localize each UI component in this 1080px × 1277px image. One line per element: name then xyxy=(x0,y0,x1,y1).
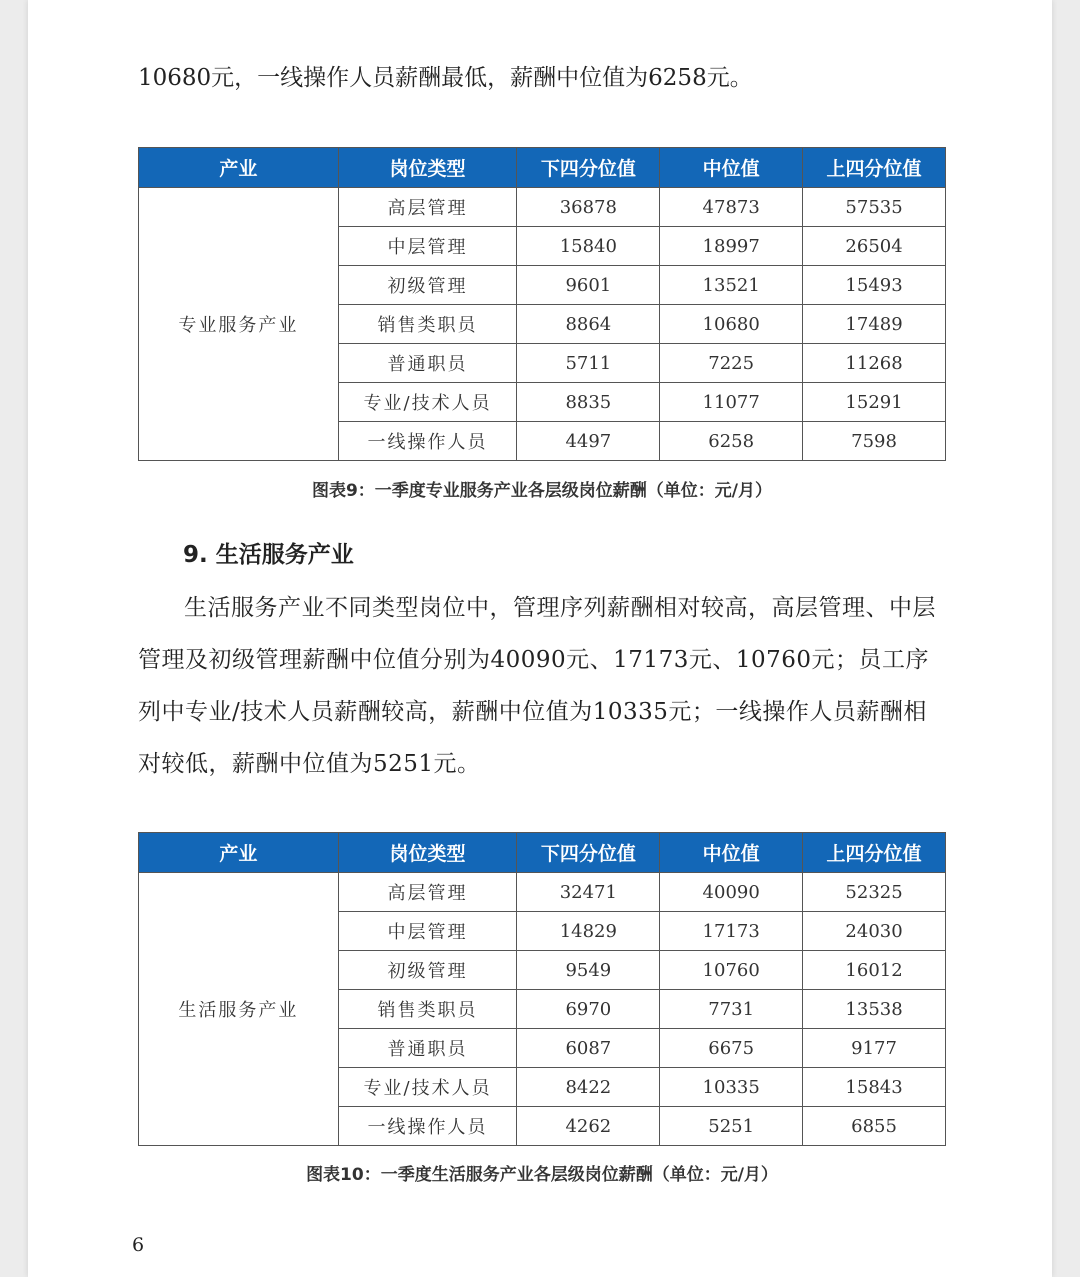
role-cell: 普通职员 xyxy=(338,344,517,383)
table-caption: 图表10：一季度生活服务产业各层级岗位薪酬（单位：元/月） xyxy=(306,1165,778,1185)
role-cell: 中层管理 xyxy=(338,227,517,266)
industry-cell: 专业服务产业 xyxy=(139,188,339,461)
lower-quartile-cell: 32471 xyxy=(517,873,660,912)
median-cell: 10680 xyxy=(660,305,803,344)
role-cell: 初级管理 xyxy=(338,951,517,990)
lower-quartile-cell: 4497 xyxy=(517,422,660,461)
upper-quartile-cell: 52325 xyxy=(803,873,946,912)
upper-quartile-cell: 15493 xyxy=(803,266,946,305)
lower-quartile-cell: 4262 xyxy=(517,1107,660,1146)
lower-quartile-cell: 6087 xyxy=(517,1029,660,1068)
lower-quartile-cell: 9601 xyxy=(517,266,660,305)
upper-quartile-cell: 13538 xyxy=(803,990,946,1029)
upper-quartile-cell: 16012 xyxy=(803,951,946,990)
median-cell: 17173 xyxy=(660,912,803,951)
section-paragraph: 生活服务产业不同类型岗位中，管理序列薪酬相对较高，高层管理、中层管理及初级管理薪酬中位值分别为40090元、17173元、10760元；员工序列中专业/技术人员薪酬较高，薪酬中位值为10335元；一线操作人员薪酬相对较低，薪酬中位值为5251元。 xyxy=(138,595,936,777)
header-lower-quartile: 下四分位值 xyxy=(517,833,660,873)
table-row xyxy=(139,188,946,227)
lower-quartile-cell: 8864 xyxy=(517,305,660,344)
median-cell: 47873 xyxy=(660,188,803,227)
salary-table-life-services xyxy=(138,832,946,1146)
header-role-type: 岗位类型 xyxy=(338,148,517,188)
role-cell: 高层管理 xyxy=(338,873,517,912)
upper-quartile-cell: 7598 xyxy=(803,422,946,461)
table-row xyxy=(139,873,946,912)
header-median: 中位值 xyxy=(660,148,803,188)
role-cell: 一线操作人员 xyxy=(338,422,517,461)
section-heading: 9. 生活服务产业 xyxy=(183,542,354,568)
header-industry: 产业 xyxy=(139,833,339,873)
upper-quartile-cell: 15291 xyxy=(803,383,946,422)
role-cell: 初级管理 xyxy=(338,266,517,305)
upper-quartile-cell: 26504 xyxy=(803,227,946,266)
lower-quartile-cell: 14829 xyxy=(517,912,660,951)
document-page xyxy=(28,0,1052,1277)
median-cell: 10335 xyxy=(660,1068,803,1107)
header-median: 中位值 xyxy=(660,833,803,873)
role-cell: 专业/技术人员 xyxy=(338,383,517,422)
lower-quartile-cell: 36878 xyxy=(517,188,660,227)
table-header-row xyxy=(139,148,946,188)
upper-quartile-cell: 6855 xyxy=(803,1107,946,1146)
median-cell: 6258 xyxy=(660,422,803,461)
header-industry: 产业 xyxy=(139,148,339,188)
upper-quartile-cell: 9177 xyxy=(803,1029,946,1068)
table-header-row xyxy=(139,833,946,873)
lower-quartile-cell: 9549 xyxy=(517,951,660,990)
role-cell: 专业/技术人员 xyxy=(338,1068,517,1107)
median-cell: 40090 xyxy=(660,873,803,912)
median-cell: 7731 xyxy=(660,990,803,1029)
lower-quartile-cell: 8422 xyxy=(517,1068,660,1107)
header-upper-quartile: 上四分位值 xyxy=(803,148,946,188)
role-cell: 一线操作人员 xyxy=(338,1107,517,1146)
median-cell: 7225 xyxy=(660,344,803,383)
lower-quartile-cell: 6970 xyxy=(517,990,660,1029)
median-cell: 18997 xyxy=(660,227,803,266)
median-cell: 10760 xyxy=(660,951,803,990)
lower-quartile-cell: 8835 xyxy=(517,383,660,422)
role-cell: 销售类职员 xyxy=(338,990,517,1029)
header-role-type: 岗位类型 xyxy=(338,833,517,873)
upper-quartile-cell: 17489 xyxy=(803,305,946,344)
lower-quartile-cell: 15840 xyxy=(517,227,660,266)
role-cell: 高层管理 xyxy=(338,188,517,227)
median-cell: 5251 xyxy=(660,1107,803,1146)
header-lower-quartile: 下四分位值 xyxy=(517,148,660,188)
median-cell: 11077 xyxy=(660,383,803,422)
median-cell: 13521 xyxy=(660,266,803,305)
median-cell: 6675 xyxy=(660,1029,803,1068)
salary-table-professional-services xyxy=(138,147,946,461)
industry-cell: 生活服务产业 xyxy=(139,873,339,1146)
upper-quartile-cell: 57535 xyxy=(803,188,946,227)
table-caption: 图表9：一季度专业服务产业各层级岗位薪酬（单位：元/月） xyxy=(311,481,773,501)
intro-paragraph: 10680元，一线操作人员薪酬最低，薪酬中位值为6258元。 xyxy=(138,65,753,91)
page-number: 6 xyxy=(132,1234,145,1256)
role-cell: 普通职员 xyxy=(338,1029,517,1068)
header-upper-quartile: 上四分位值 xyxy=(803,833,946,873)
role-cell: 销售类职员 xyxy=(338,305,517,344)
upper-quartile-cell: 24030 xyxy=(803,912,946,951)
upper-quartile-cell: 15843 xyxy=(803,1068,946,1107)
lower-quartile-cell: 5711 xyxy=(517,344,660,383)
upper-quartile-cell: 11268 xyxy=(803,344,946,383)
role-cell: 中层管理 xyxy=(338,912,517,951)
